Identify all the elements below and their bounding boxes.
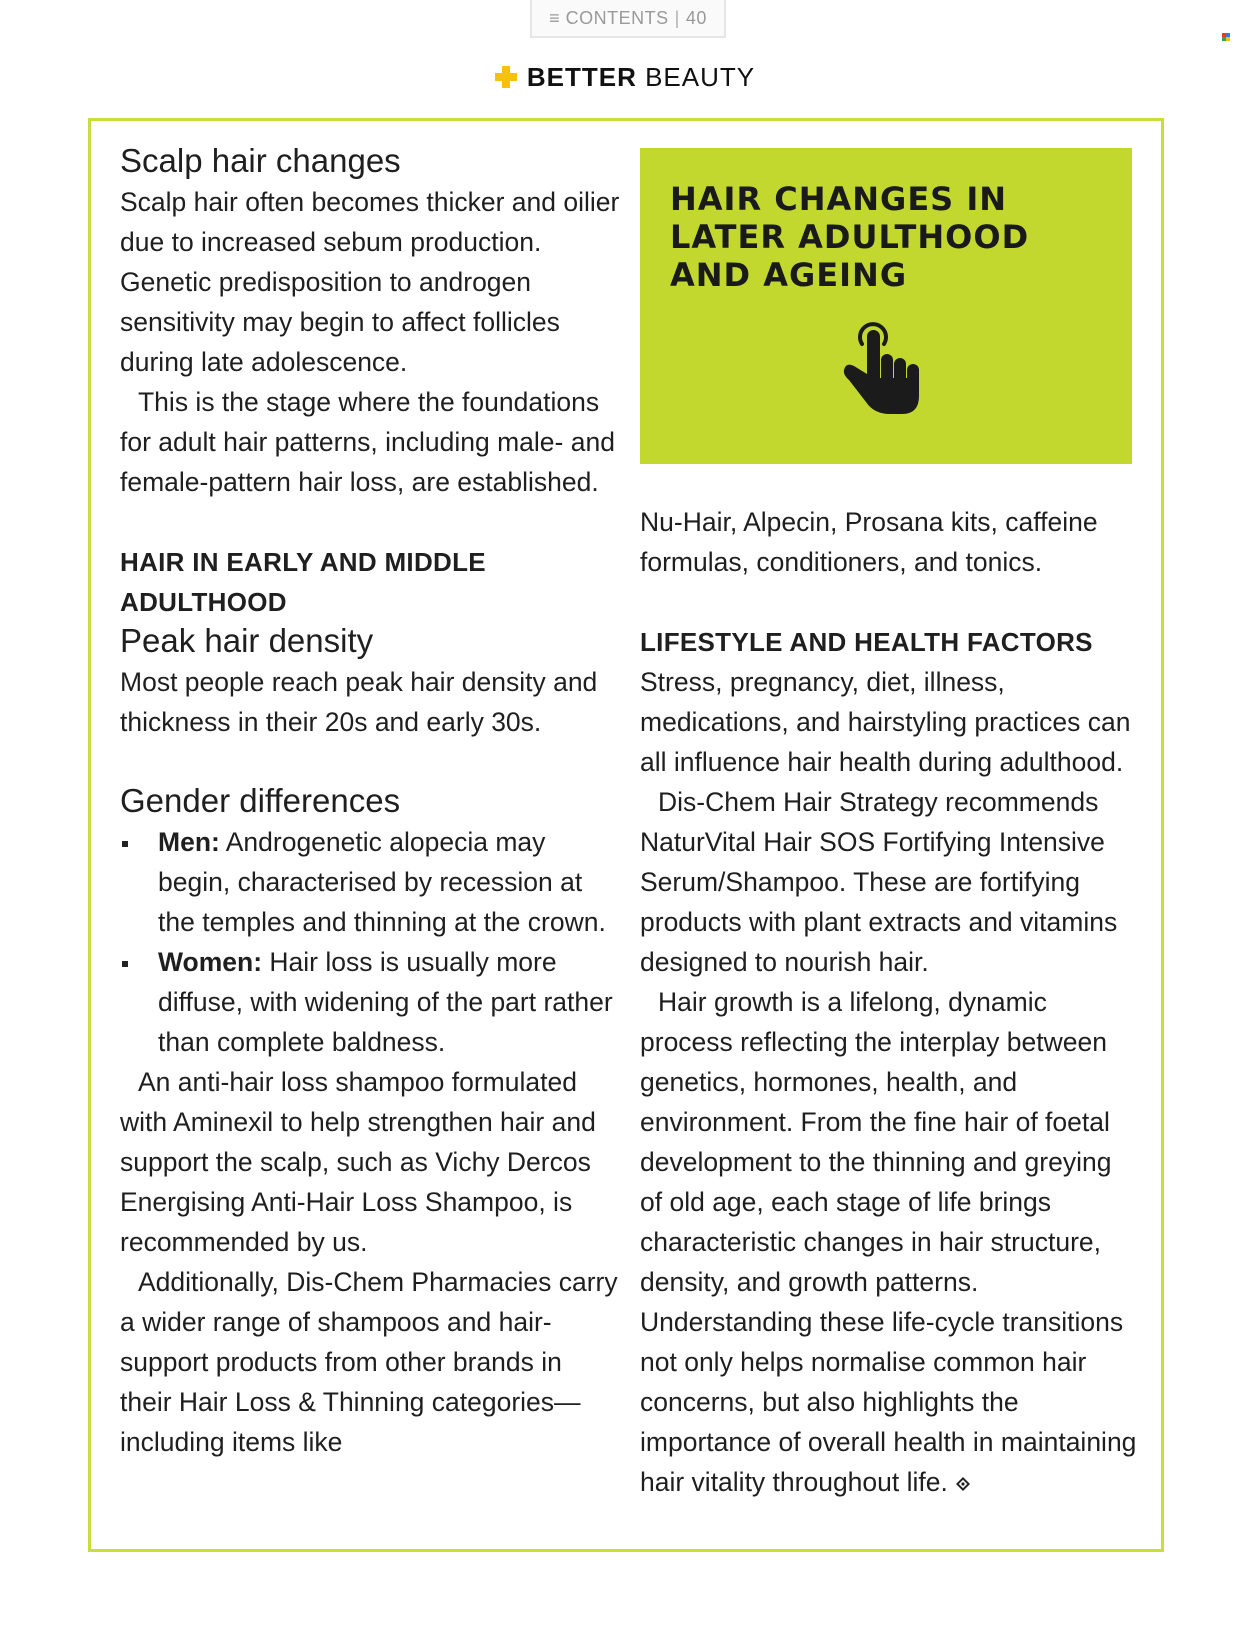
right-column [640, 502, 1140, 1502]
continued-paragraph: Nu-Hair, Alpecin, Prosana kits, caffeine formulas, conditioners, and tonics. [640, 507, 1098, 577]
gender-list [120, 822, 620, 1062]
section-header-light: BEAUTY [645, 62, 756, 92]
women-label: Women: [158, 947, 263, 977]
scalp-heading: Scalp hair changes [120, 142, 401, 179]
end-of-article-icon [956, 1477, 970, 1491]
gender-heading: Gender differences [120, 782, 401, 819]
plus-icon [495, 66, 517, 88]
scalp-paragraph-1: Scalp hair often becomes thicker and oilier due to increased sebum production. Genetic predisposition to androgen sensitivity may begin to affect follicles during late adolescence. [120, 187, 620, 377]
feature-title-line-2: LATER ADULTHOOD [670, 218, 1030, 256]
growth-paragraph [640, 982, 1140, 1502]
section-header-bold: BETTER [526, 62, 637, 92]
men-text: Androgenetic alopecia may begin, characterised by recession at the temples and thinning at the crown. [158, 827, 606, 937]
contents-button[interactable] [530, 0, 726, 38]
women-text: Hair loss is usually more diffuse, with widening of the part rather than complete baldness. [158, 947, 613, 1057]
left-column [120, 140, 620, 1462]
lifestyle-heading: LIFESTYLE AND HEALTH FACTORS [640, 627, 1093, 657]
early-adulthood-heading: HAIR IN EARLY AND MIDDLE ADULTHOOD [120, 547, 486, 617]
men-label: Men: [158, 827, 220, 857]
list-item-women [120, 942, 620, 1062]
strategy-paragraph: Dis-Chem Hair Strategy recommends NaturVital Hair SOS Fortifying Intensive Serum/Shampoo. These are fortifying products with plant extracts and vitamins designed to nourish hair. [640, 787, 1118, 977]
growth-text: Hair growth is a lifelong, dynamic process reflecting the interplay between genetics, hormones, health, and environment. From the fine hair of foetal development to the thinning and greying of old age, each stage of life brings characteristic changes in hair structure, density, and growth patterns. Understanding these life-cycle transitions not only helps normalise common hair concerns, but also highlights the importance of overall health in maintaining hair vitality throughout life. [640, 987, 1137, 1497]
feature-box-title [670, 180, 1102, 294]
page-number: 40 [685, 7, 707, 28]
section-header [0, 62, 1250, 93]
feature-box[interactable] [640, 148, 1132, 464]
lifestyle-paragraph: Stress, pregnancy, diet, illness, medications, and hairstyling practices can all influence hair health during adulthood. [640, 667, 1131, 777]
separator: | [674, 7, 680, 28]
peak-density-heading: Peak hair density [120, 622, 374, 659]
corner-logo-icon [1222, 33, 1230, 41]
feature-title-line-3: AND AGEING [670, 256, 908, 294]
additional-paragraph: Additionally, Dis-Chem Pharmacies carry a wider range of shampoos and hair-support products from other brands in their Hair Loss & Thinning categories—including items like [120, 1267, 618, 1457]
feature-title-line-1: HAIR CHANGES IN [670, 180, 1008, 218]
tap-hand-icon[interactable] [840, 314, 936, 418]
contents-icon: ≡ [549, 7, 561, 28]
scalp-paragraph-2: This is the stage where the foundations for adult hair patterns, including male- and female-pattern hair loss, are established. [120, 387, 615, 497]
contents-label: CONTENTS [565, 7, 669, 28]
list-item-men [120, 822, 620, 942]
peak-density-paragraph: Most people reach peak hair density and thickness in their 20s and early 30s. [120, 667, 598, 737]
shampoo-paragraph: An anti-hair loss shampoo formulated with Aminexil to help strengthen hair and support the scalp, such as Vichy Dercos Energising Anti-Hair Loss Shampoo, is recommended by us. [120, 1067, 596, 1257]
